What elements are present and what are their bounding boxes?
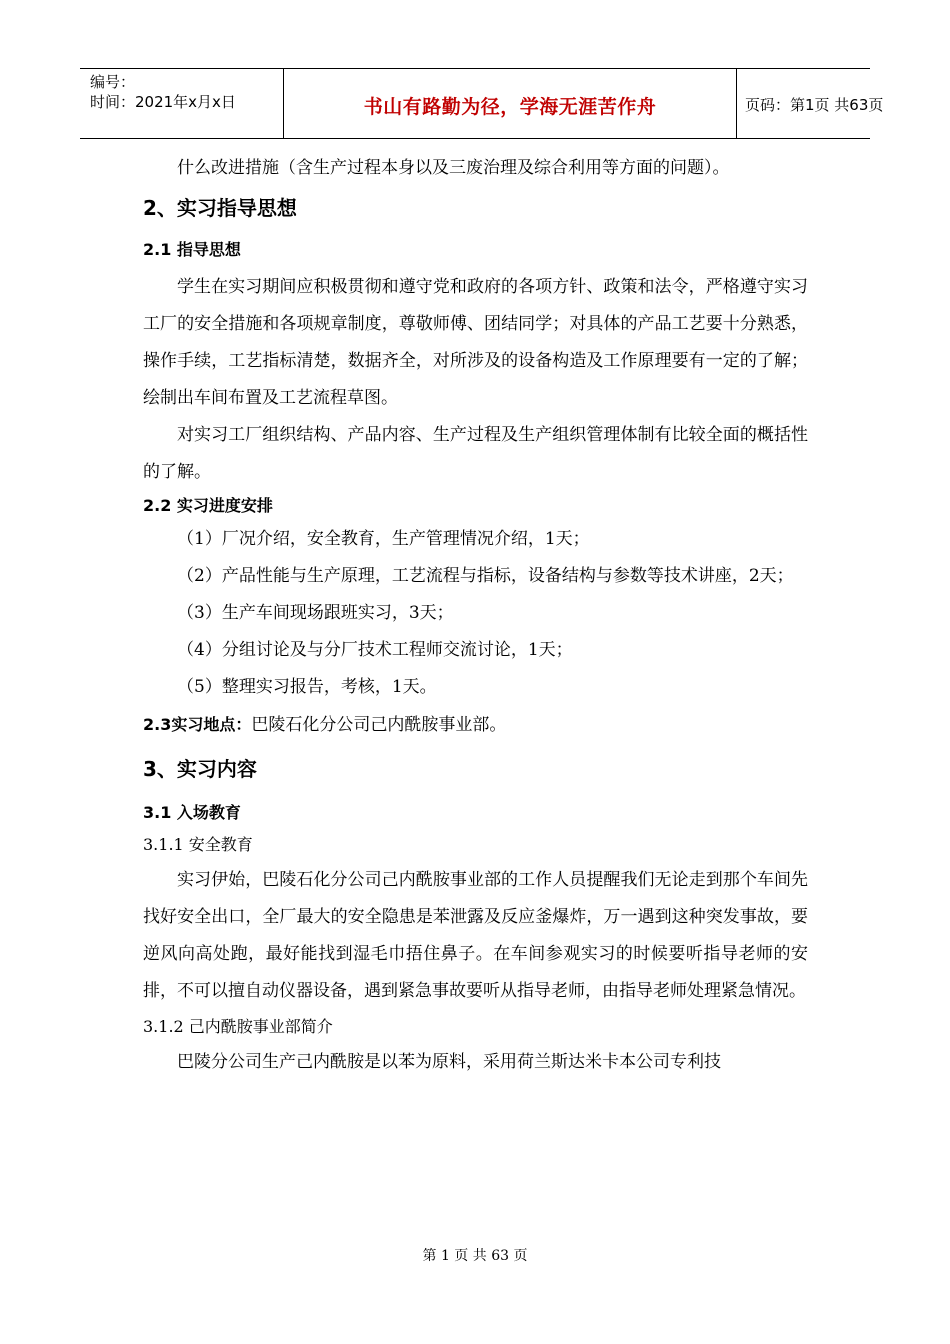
subsection-heading-2-2: 2.2 实习进度安排 (143, 496, 273, 515)
document-body (143, 150, 808, 1081)
header-left-cell (80, 69, 284, 138)
subsection-heading-2-1: 2.1 指导思想 (143, 240, 241, 259)
location-value: 巴陵石化分公司己内酰胺事业部。 (251, 715, 507, 735)
schedule-item-5: （5）整理实习报告，考核，1天。 (177, 677, 437, 697)
document-number-label: 编号： (90, 73, 136, 91)
location-label: 2.3实习地点： (143, 715, 252, 734)
subsection-heading-3-1-1: 3.1.1 安全教育 (143, 835, 253, 854)
subsection-heading-3-1-2: 3.1.2 己内酰胺事业部简介 (143, 1017, 333, 1036)
schedule-item-2: （2）产品性能与生产原理，工艺流程与指标，设备结构与参数等技术讲座，2天； (177, 566, 794, 586)
paragraph-3-1-1: 实习伊始，巴陵石化分公司己内酰胺事业部的工作人员提醒我们无论走到那个车间先找好安全出口，全厂最大的安全隐患是苯泄露及反应釜爆炸，万一遇到这种突发事故，要逆风向高处跑，最好能找到湿毛巾捂住鼻子。在车间参观实习的时候要听指导老师的安排，不可以擅自动仪器设备，遇到紧急事故要听从指导老师，由指导老师处理紧急情况。 (143, 870, 808, 1001)
header-motto: 书山有路勤为径，学海无涯苦作舟 (363, 96, 657, 118)
schedule-item-3: （3）生产车间现场跟班实习，3天； (177, 603, 454, 623)
page-header (80, 68, 884, 139)
paragraph-3-1-2: 巴陵分公司生产己内酰胺是以苯为原料，采用荷兰斯达米卡本公司专利技 (177, 1052, 721, 1072)
paragraph-2-1-b: 对实习工厂组织结构、产品内容、生产过程及生产组织管理体制有比较全面的概括性的了解。 (143, 425, 808, 482)
document-time-label: 时间：2021年x月x日 (90, 93, 236, 111)
subsection-heading-3-1: 3.1 入场教育 (143, 803, 241, 822)
section-heading-2: 2、实习指导思想 (143, 196, 297, 220)
page-footer: 第 1 页 共 63 页 (422, 1248, 528, 1264)
section-heading-3: 3、实习内容 (143, 757, 257, 781)
header-page-code: 页码：第1页 共63页 (745, 96, 884, 114)
paragraph-2-1-a: 学生在实习期间应积极贯彻和遵守党和政府的各项方针、政策和法令，严格遵守实习工厂的安全措施和各项规章制度，尊敬师傅、团结同学；对具体的产品工艺要十分熟悉，操作手续，工艺指标清楚，数据齐全，对所涉及的设备构造及工作原理要有一定的了解；绘制出车间布置及工艺流程草图。 (143, 277, 808, 408)
paragraph-continued: 什么改进措施（含生产过程本身以及三废治理及综合利用等方面的问题）。 (177, 158, 730, 178)
header-right-cell (737, 69, 884, 138)
schedule-item-1: （1）厂况介绍，安全教育，生产管理情况介绍，1天； (177, 529, 590, 549)
schedule-item-4: （4）分组讨论及与分厂技术工程师交流讨论，1天； (177, 640, 573, 660)
header-middle-cell (284, 69, 737, 138)
location-line (143, 706, 808, 744)
